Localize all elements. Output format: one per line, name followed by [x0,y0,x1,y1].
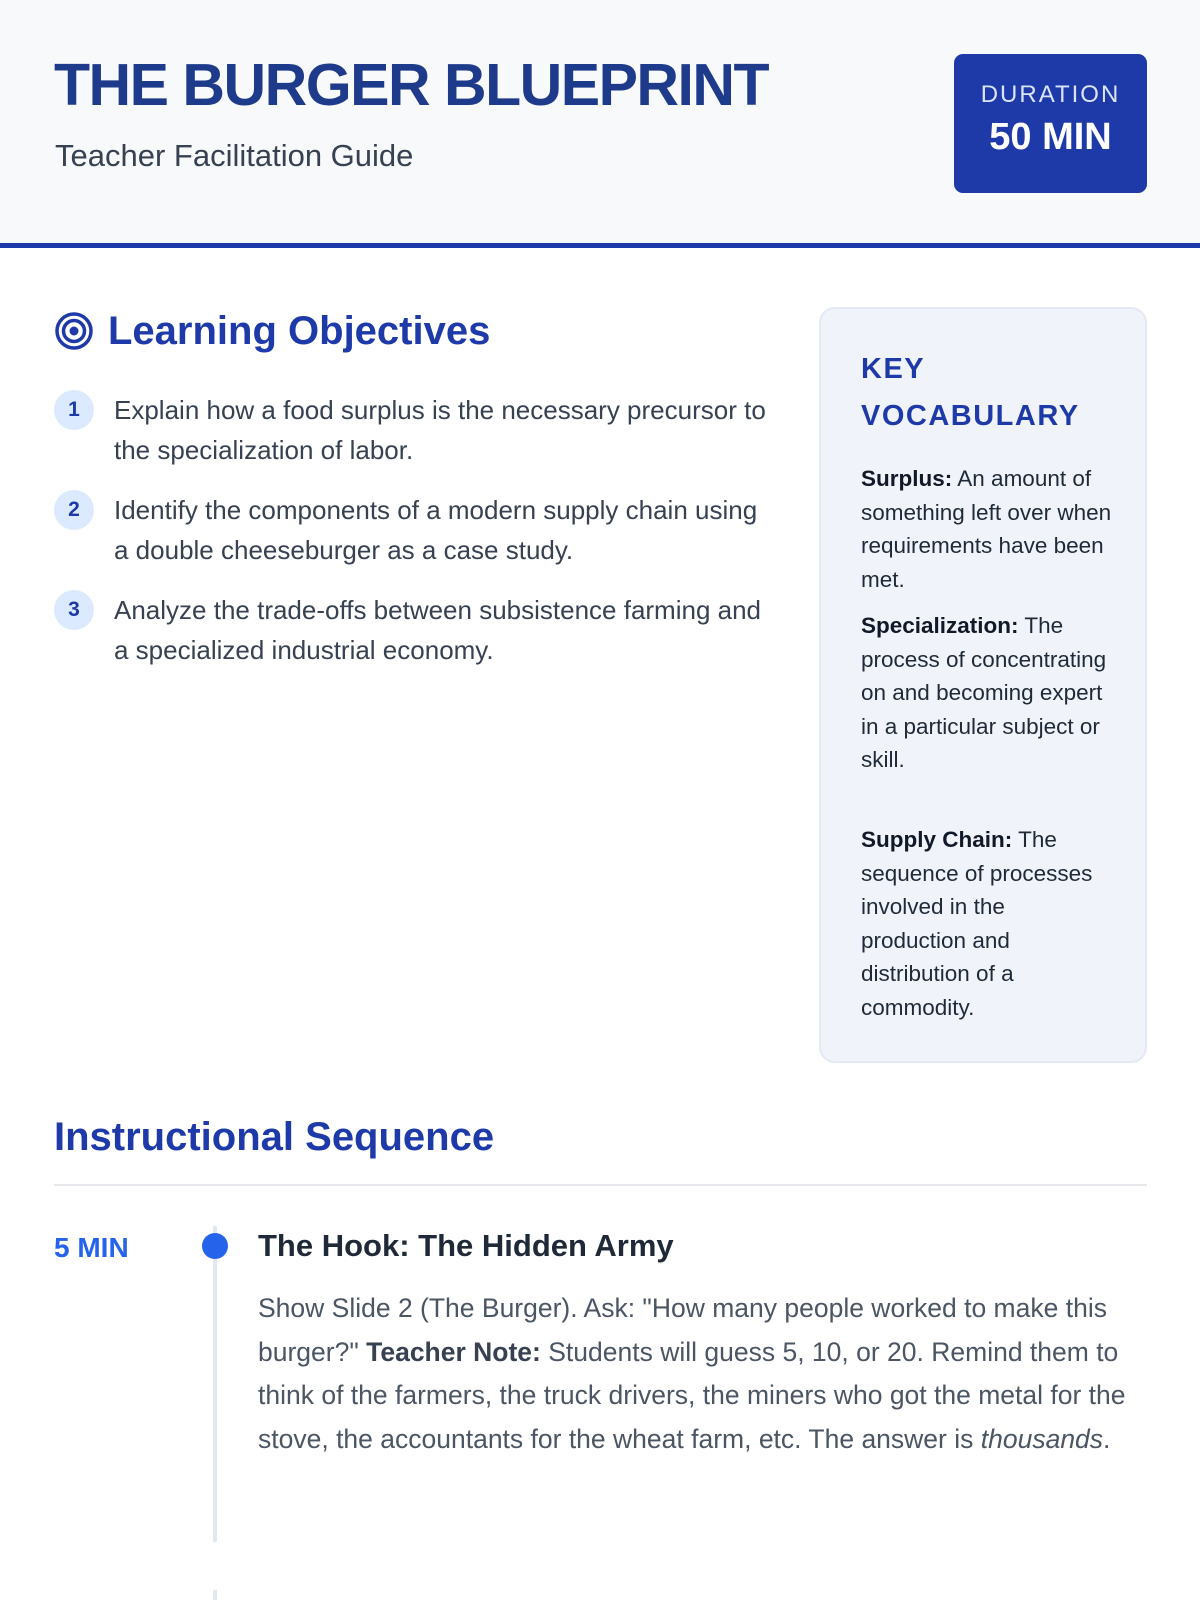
step-ending: . [1103,1423,1111,1454]
objective-text: Analyze the trade-offs between subsistence farming and a specialized industrial economy. [114,595,762,665]
vocabulary-entry [861,609,1115,777]
objective-number: 3 [54,590,94,630]
emphasis-text: thousands [980,1423,1104,1454]
objective-number: 2 [54,490,94,530]
timeline-line [213,1226,217,1542]
vocabulary-term: Supply Chain: [861,827,1013,852]
step-description [258,1287,1138,1461]
key-vocabulary-box [819,307,1147,1063]
duration-label: DURATION [980,81,1121,108]
vocabulary-entry [861,823,1115,1024]
objective-text: Explain how a food surplus is the necessary precursor to the specialization of labor. [114,395,766,465]
document-subtitle: Teacher Facilitation Guide [55,138,414,173]
teacher-note-label: Teacher Note: [366,1336,541,1367]
timeline-line [213,1590,217,1600]
timeline-dot [202,1233,228,1259]
sequence-title: Instructional Sequence [54,1115,495,1159]
vocabulary-title: KEY VOCABULARY [861,353,1080,432]
page-header [0,0,1200,248]
objective-text: Identify the components of a modern supply chain using a double cheeseburger as a case study. [114,495,758,565]
target-icon [54,311,94,351]
objectives-title: Learning Objectives [108,308,491,353]
teacher-note-text: Students will guess 5, 10, or 20. Remind them to think of the farmers, the truck drivers, the miners who got the metal for the stove, the accountants for the wheat farm, etc. The answer is [258,1336,1126,1454]
document-title: THE BURGER BLUEPRINT [54,52,769,118]
vocabulary-definition: An amount of something left over when requirements have been met. [861,466,1112,592]
duration-badge [954,54,1147,193]
vocabulary-entry [861,462,1115,596]
step-intro-text: Show Slide 2 (The Burger). Ask: "How many people worked to make this burger?" [258,1293,1107,1367]
objectives-heading [54,306,490,356]
duration-value: 50 MIN [989,116,1112,158]
step-title: The Hook: The Hidden Army [258,1228,674,1263]
section-divider [54,1184,1147,1186]
objective-number: 1 [54,390,94,430]
vocabulary-term: Surplus: [861,466,953,491]
step-duration: 5 MIN [54,1232,129,1263]
vocabulary-definition: The sequence of processes involved in the production and distribution of a commodity. [861,827,1093,1020]
vocabulary-definition: The process of concentrating on and becoming expert in a particular subject or skill. [861,613,1107,772]
vocabulary-term: Specialization: [861,613,1019,638]
